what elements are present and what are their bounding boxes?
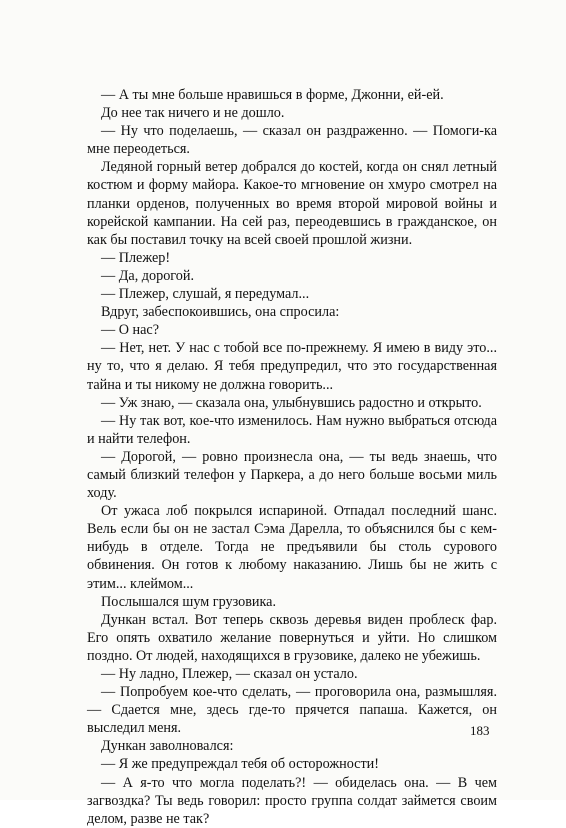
paragraph: Ледяной горный ветер добрался до костей, когда он снял летный костюм и форму майора. Какое-то мгновение он хмуро смотрел на планки орденов, полученных во время второй мировой войны и корейской кампании. На сей раз, переодевшись в гражданское, он как бы поставил точку на всей своей прошлой жизни. <box>87 159 497 248</box>
paragraph: — Ну ладно, Плежер, — сказал он устало. <box>101 666 358 682</box>
paragraph: — А я-то что могла поделать?! — обиделась она. — В чем загвоздка? Ты ведь говорил: просто группа солдат займется своим делом, разве не так? <box>87 774 497 827</box>
paragraph: Послышался шум грузовика. <box>101 593 277 610</box>
paragraph: — Я же предупреждал тебя об осторожности! <box>101 756 379 773</box>
paragraph: — О нас? <box>101 322 160 339</box>
paragraph: — Уж знаю, — сказала она, улыбнувшись радостно и открыто. <box>101 394 482 411</box>
paragraph: — Ну так вот, кое-что изменилось. Нам нужно выбраться отсюда и найти телефон. <box>87 412 497 447</box>
paragraph: — Да, дорогой. <box>101 267 195 284</box>
body-text <box>87 86 497 828</box>
paragraph: — Нет, нет. У нас с тобой все по-прежнему. Я имею в виду это... ну то, что я делаю. Я тебя предупредил, что это государственная тайна и ты никому не должна говорить... <box>87 340 497 393</box>
paragraph: От ужаса лоб покрылся испариной. Отпадал последний шанс. Вель если бы он не застал Сэма Дарелла, то объяснился бы с кем-нибудь в отделе. Тогда не предъявили бы столь сурового обвинения. Он готов к любому наказанию. Лишь бы не жить с этим... клеймом... <box>87 503 497 592</box>
page-number: 183 <box>470 723 490 738</box>
paragraph: — Ну что поделаешь, — сказал он раздраженно. — Помоги-ка мне переодеться. <box>87 123 497 158</box>
paragraph: Вдруг, забеспокоившись, она спросила: <box>101 304 340 321</box>
paragraph: — Попробуем кое-что сделать, — проговорила она, размышляя. — Сдается мне, здесь где-то прячется папаша. Кажется, он выследил меня. <box>87 684 497 737</box>
paragraph: — Дорогой, — ровно произнесла она, — ты ведь знаешь, что самый близкий телефон у Паркера, а до него больше восьми миль ходу. <box>87 448 497 502</box>
paragraph: — Плежер! <box>101 249 171 266</box>
paragraph: До нее так ничего и не дошло. <box>101 105 285 122</box>
paragraph: Дункан заволновался: <box>101 738 234 755</box>
paragraph: Дункан встал. Вот теперь сквозь деревья виден проблеск фар. Его опять охватило желание повернуться и уйти. Но слишком поздно. От людей, находящихся в грузовике, далеко не убежишь. <box>87 611 497 664</box>
paragraph: — А ты мне больше нравишься в форме, Джонни, ей-ей. <box>101 87 444 103</box>
paragraph: — Плежер, слушай, я передумал... <box>101 286 310 303</box>
